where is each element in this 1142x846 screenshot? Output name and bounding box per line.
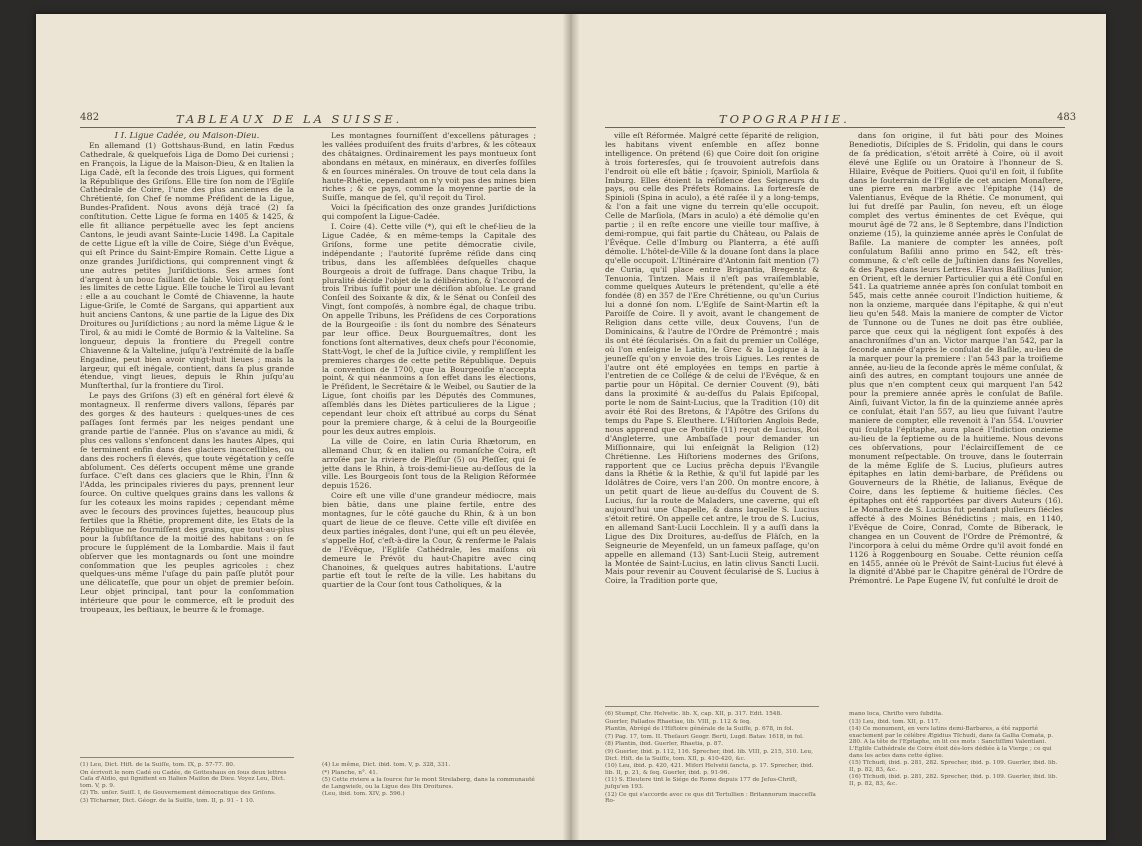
footnote-rule (80, 757, 294, 758)
footnotes-left-2 (322, 762, 536, 799)
footnote: (11) S. Eleutere tint le Siége de Rome depuis 177 de Jeſus-Chriſt, juſqu'en 193. (605, 777, 798, 790)
paragraph: Les montagnes fourniſſent d'excellens pâturages ; les vallées produiſent des fruits d'arbres, & les côteaux des châtaignes. Ordinairement les pays montueux ſont abondans en métaux, en minéraux, en diverſes foſſiles & en ſources minérales. On trouve de tout cela dans la haute-Rhétie, cependant on n'y voit pas des mines bien riches ; & ce pays, comme la moyenne partie de la Suiſſe, manque de ſel, qu'il reçoit du Tirol. (322, 131, 536, 203)
section-title: I I. Ligue Cadée, ou Maison-Dieu. (114, 131, 260, 141)
footnote: (1) Leu, Dict. Hiſt. de la Suiſſe, tom. IX, p. 57-77. 80. (80, 762, 235, 768)
paragraph: I. Coire (4). Cette ville (*), qui eſt le chef-lieu de la Ligue Cadée, & en même-temps la Capitale des Griſons, forme une petite démocratie civile, indépendante ; l'autorité ſuprême réſide dans cinq tribus, dans les aſſemblées deſquelles chaque Bourgeois a droit de ſuffrage. Dans chaque Tribu, la pluralité décide l'objet de la délibération, & l'accord de trois Tribus ſuffit pour une déciſion abſolue. Le grand Conſeil des Soixante & dix, & le Sénat ou Conſeil des Vingt, ſont compoſés, à nombre égal, de chaque tribu. On appelle Tribuns, les Préſidens de ces Corporations de la Bourgeoiſie : ils ſont du nombre des Sénateurs par leur office. Deux Bourguemaîtres, dont les fonctions ſont alternatives, deux chefs pour l'économie, Statt-Vogt, le chef de la Juſtice civile, y rempliſſent les premieres charges de cette petite République. Depuis la convention de 1700, que la Bourgeoiſie n'accepta point, & qui néanmoins a ſon effet dans les élections, le Préſident, le Secrétaire & le Weibel, ou Sautier de la Ligue, ſont choiſis par les Députés des Communes, aſſemblés dans les Diètes particulieres de la Ligue ; cependant leur choix eſt attribué au corps du Sénat pour la premiere charge, & à celui de la Bourgeoiſie pour les deux autres emplois. (322, 222, 536, 436)
footnote: (2) Tb. unſer. Suiſſ. I, de Gouvernement démocratique des Griſons. (80, 790, 276, 797)
page-number: 483 (1057, 112, 1077, 123)
paragraph: ville eſt Réformée. Malgré cette ſéparité de religion, les habitans vivent enſemble en aſſez bonne intelligence. On prétend (6) que Coire doit ſon origine à trois forteresſes, qui ſe trouvoient autrefois dans l'endroit où elle eſt bâtie ; ſçavoir, Spinioli, Marſiola & Imburg. Elles étoient la réſidence des Seigneurs du pays, ou celle des Préfets Romains. La forteresſe de Spinioli (Spina in aculo), a été raſée il y a long-temps, & l'on a fait une vigne du terrein qu'elle occupoit. Celle de Marſiola, (Mars in aculo) a été démolie qu'en partie ; il en reſte encore une vieille tour maſſive, à demi-rompue, qui fait partie du Château, ou Palais de l'Évêque. Celle d'Imburg ou Planterra, a été auſſi démolie. L'hôtel-de-Ville & la douane ſont dans la place qu'elle occupoit. L'Itinéraire d'Antonin fait mention (7) de Curia, qu'il place entre Brigantia, Bregentz & Tenuonia, Tintzen. Mais il n'eſt pas vraiſemblable, comme quelques Auteurs le prétendent, qu'elle a été fondée (8) en 357 de l'Ere Chrétienne, ou qu'un Curius lui a donné ſon nom. L'Egliſe de Saint-Martin eſt la Paroiſſe de Coire. Il y avoit, avant le changement de Religion dans cette ville, deux Couvens, l'un de Dominicains, & l'autre de l'Ordre de Prémontré ; mais ils ont été ſécularisés. On a fait du premier un Collége, où l'on enſeigne le Latin, le Grec & la Logique à la jeuneſſe qu'on y envoie des trois Ligues. Les rentes de l'autre ont été employées en temps en partie à l'entretien de ce Collége & de celui de l'Evêque, & en partie pour un Hôpital. Ce dernier Couvent (9), bâti dans la proximité & au-deſſus du Palais Epiſcopal, porte le nom de Saint-Lucius, que la Tradition (10) dit avoir été Roi des Bretons, & l'Apôtre des Griſons du temps du Pape S. Eleuthere. L'Hiſtorien Anglois Bede, nous apprend que ce Pontife (11) reçut de Lucius, Roi d'Angleterre, une Ambaſſade pour demander un Miſſionnaire, qui lui enſeignât la Religion (12) Chrétienne. Les Hiſtoriens modernes des Griſons, rapportent que ce Lucius prêcha depuis l'Evangile dans la Rhétie & la Rethie, & qu'il fut lapidé par les Idolâtres de Coire, vers l'an 200. On montre encore, à un petit quart de lieue au-deſſus du Couvent de S. Lucius, ſur la route de Maladers, une caverne, qui eſt aujourd'hui une Chapelle, & dans laquelle S. Lucius s'étoit retiré. On appelle cet antre, le trou de S. Lucius, en allemand Sant-Lucii Locchlein. Il y a auſſi dans la Ligue des Dix Droitures, au-deſſus de Fläſch, en la Seigneurie de Meyenfeld, un un fameux paſſage, qu'on appelle en allemand (13) Sant-Lucii Steig, autrement la Montée de Saint-Lucius, en latin clivus Sancti Lucii. Mais pour revenir au Couvent ſécularisé de S. Lucius à Coire, la Tradition porte que, (605, 131, 819, 586)
paragraph: Le pays des Griſons (3) eſt en général fort élevé & montagneux. Il renferme divers vallons, ſéparés par des gorges & des hauteurs : quelques-unes de ces paſſages ſont fermés par les neiges pendant une grande partie de l'année. Plus on s'avance au midi, & plus ces vallons s'enfoncent dans les hautes Alpes, qui ſe terminent enfin dans des glaciers inacceſſibles, ou dans des rochers ſi élevés, que toute végétation y ceſſe abſolument. Ces déſerts occupent même une grande ſurface. C'eſt dans ces glaciers que le Rhin, l'Inn & l'Adda, les principales rivieres du pays, prennent leur ſource. On cultive quelques grains dans les vallons & ſur les coteaux les moins rapides ; cependant même avec le ſecours des provinces ſujettes, beaucoup plus fertiles que la Rhétie, proprement dite, les Etats de la République ne fourniſſent des grains, que tout-au-plus pour la ſubſiſtance de la moitié des habitans : on ſe procure le ſupplément de la Lombardie. Mais il faut obſerver que les montagnards ou ſont une moindre conſommation que les peuples agricoles : chez quelques-uns même l'uſage du pain paſſe plutôt pour une délicateſſe, que pour un objet de premier beſoin. Leur objet principal, tant pour la conſommation intérieure que pour le commerce, eſt le produit des troupeaux, les beſtiaux, le beurre & le fromage. (80, 391, 294, 615)
footnotes-right-2 (849, 711, 1063, 789)
footnote: (7) Pag. 17, tom. II. Theſauri Geogr. Berti, Lugd. Batav. 1618, in fol. (605, 733, 804, 740)
footnote: (9) Guerler, ibid. p. 112, 116. Sprecher, ibid. lib. VIII, p. 215, 310. Leu, Dict. Hiſt. de la Suiſſe, tom. XII, p. 410-420, &c. (605, 748, 813, 762)
footnote: (14) Ce monument, en vers latins demi-Barbares, a été rapporté exactement par le célébre Ægidius Tſchudi, dans ſa Gallia Comata, p. 280. A la tête de l'Epitaphe, on lit ces mots : Sanctiſſimi Valentiani. L'Egliſe Cathédrale de Coire étoit dès-lors dédiée à la Vierge ; ce qui dans les actes dans cette église. (849, 726, 1054, 759)
footnote: (3) Tſcharner, Dict. Géogr. de la Suiſſe, tom. II, p. 91 - 1 10. (80, 797, 255, 804)
footnote: mano loca, Chriſto vero ſubdita. (849, 711, 943, 717)
right-page (579, 14, 1106, 840)
footnotes-right-1 (605, 711, 819, 806)
paragraph: En allemand (1) Gottshaus-Bund, en latin Fœdus Cathedrale, & quelquefois Liga de Domo Dei curiensi ; en François, la Ligue de la Maison-Dieu, & en Italien la Liga Cadè, eſt la ſeconde des trois Ligues, qui forment la République des Griſons. Elle tire ſon nom de l'Egliſe Cathédrale de Coire, l'une des plus anciennes de la Chrétienté, ſon Chef ſe nomme Préſident de la Ligue, Bundes-Praſident. Nous avons déjà tracé (2) ſa conſtitution. Cette Ligue ſe forma en 1405 & 1425, & elle fit alliance perpétuelle avec les ſept anciens Cantons, le jeudi avant Sainte-Lucie 1498. La Capitale de cette Ligue eſt la ville de Coire, Siége d'un Évêque, qui eſt Prince du Saint-Empire Romain. Cette Ligue a onze grandes Juriſdictions, qui comprennent vingt & une autres petites Juriſdictions. Ses armes ſont d'argent à un bouc faillant de ſable. Voici quelles ſont les limites de cette Ligue. Elle touche le Tirol au levant : elle a au couchant le Comté de Chiavenne, la haute Ligue-Griſe, le Comté de Sargans, qui appartient aux huit anciens Cantons, & une partie de la Ligue des Dix Droitures ou Juriſdictions ; au nord la même Ligue & le Tirol, & au midi le Comté de Bormio & la Valteline. Sa longueur, depuis la frontiere du Pregell contre Chiavenne & la Valteline, juſqu'à l'extrémité de la baſſe Engadine, peut bien avoir vingt-huit lieues ; mais la largeur, qui eſt inégale, contient, dans ſa plus grande étendue, vingt lieues, depuis le Rhin juſqu'au Munſterthal, ſur la frontiere du Tirol. (80, 140, 294, 391)
paragraph: dans ſon origine, il fut bâti pour des Moines Benediotis, Diſciples de S. Fridolin, qui dans le cours de ſa prédication, s'étoit arrêté à Coire, où il avoit élevé une Egliſe ou un Oratoire à l'honneur de S. Hilaire, Evêque de Poitiers. Quoi qu'il en ſoit, il ſubſite dans le ſouterrain de l'Egliſe de cet ancien Monaſtere, une pierre en marbre avec l'épitaphe (14) de Valentianus, Evêque de la Rhétie. Ce monument, qui lui fut dreſſé par Paulin, ſon neveu, eſt un éloge complet des vertus éminentes de cet Evêque, qui mourut âgé de 72 ans, le 8 Septembre, dans l'Indiction onzieme (15), la quinzieme année après le Conſulat de Baſile. La maniere de compter les années, poſt conſulatum Baſilii anno primo en 542, eſt très-commune, & c'eſt celle de Juſtinien dans ſes Novelles, & des Papes dans leurs Lettres. Flavius Baſilius Junior, en Orient, eſt le dernier Particulier qui a été Conſul en 541. La quatrieme année après ſon conſulat tomboit en 545, mais cette année couroit l'Indiction huitieme, & non la onzieme, marquée dans l'épitaphe, & qui n'eut lieu qu'en 548. Mais la maniere de compter de Victor de Tunnone ou de Tunes ne doit pas être oubliée, parce que ceux qui la négligent ſont expoſés à des anachroniſmes d'un an. Victor marque l'an 542, par la ſeconde année d'après le conſulat de Baſile, au-lieu de la marquer pour la premiere : l'an 543 par la troiſieme année, au-lieu de la ſeconde après le même conſulat, & ainſi des autres, en comptant toujours une année de plus que n'en comptent ceux qui marquent l'an 542 pour la premiere année après le conſulat de Baſile. Ainſi, ſuivant Victor, la fin de la quinzieme année après ce conſulat, était l'an 557, au lieu que ſuivant l'autre maniere de compter, elle revenoit à l'an 554. L'ouvrier qui ſculpta l'épitaphe, aura placé l'Indiction onzieme au-lieu de la ſeptieme ou de la huitieme. Nous devons ces obſervations, pour l'éclairciſſement de ce monument reſpectable. On trouve, dans le ſouterrain de la même Egliſe de S. Lucius, pluſieurs autres épitaphes en latin demi-barbare, de Préſidens ou Gouverneurs de la Rhétie, de Ialianus, Evêque de Coire, dans les ſeptieme & huitieme ſiécles. Ces épitaphes ont été rapportées par divers Auteurs (16). Le Monaſtere de S. Lucius fut pendant pluſieurs ſiécles affecté à des Moines Bénédictins ; mais, en 1140, l'Evêque de Coire, Conrad, Comte de Biberack, le changea en un Couvent de l'Ordre de Prémontré, & l'incorpora à celui du même Ordre qu'il avoit fondé en 1126 à Roggenbourg en Souabe. Cette réunion ceſſa en 1455, année où le Prévôt de Saint-Lucius fut élevé à la dignité d'Abbé par le Chapitre général de l'Ordre de Prémontré. Le Pape Eugene IV, fut conſulté le droit de (849, 131, 1063, 586)
footnote: (5) Cette riviere a la ſource ſur le mont Strelaberg, dans la communauté de Langwieſe, ou la Ligue des Dix Droitures. (322, 777, 535, 790)
header-rule (80, 127, 536, 128)
right-column-1 (605, 132, 819, 587)
footnote: On écrivoit le nom Cadé ou Cadée, de Gotteshaus on ſous deux lettres Caſa d'Aldio, qui ſignifient en Italien Maiſon de Dieu. Voyez Leu, Dict. tom. V, p. 9. (80, 769, 287, 789)
book-gutter (563, 14, 579, 840)
left-page (36, 14, 563, 840)
right-column-2 (849, 132, 1063, 587)
footnote: (16) Tſchudi, ibid. p. 281, 282. Sprecher, ibid. p. 109. Guerler, ibid. lib. II, p. 82, 83, &c. (849, 774, 1058, 787)
footnotes-left-1 (80, 762, 294, 806)
paragraph: Coire eſt une ville d'une grandeur médiocre, mais bien bâtie, dans une plaine fertile, entre des montagnes, ſur le côté gauche du Rhin, & à un bon quart de lieue de ce fleuve. Cette ville eſt diviſée en deux parties inégales, dont l'une, qui eſt un peu élevée, s'appelle Hof, c'eſt-à-dire la Cour, & renferme le Palais de l'Evêque, l'Egliſe Cathédrale, les maiſons où demeure le Prévôt du haut-Chapitre avec cinq Chanoines, & quelques autres habitations. L'autre partie eſt tout le reſte de la ville. Les habitans du quartier de la Cour ſont tous Catholiques, & la (322, 491, 536, 590)
footnote-rule (605, 706, 819, 707)
footnote: (*) Planche, n°. 41. (322, 769, 378, 776)
footnote: (6) Stumpf, Chr. Helvetic. lib. X, cap. XII, p. 317. Edit. 1548. (605, 711, 783, 717)
left-column-2 (322, 132, 536, 591)
running-head: TABLEAUX DE LA SUISSE. (176, 112, 403, 126)
footnote: Plantin, Abrégé de l'Hiſtoire générale de la Suiſſe, p. 678, in fol. (605, 726, 794, 733)
running-head: TOPOGRAPHIE. (719, 112, 850, 126)
footnote: (Leu, ibid. tom. XIV, p. 596.) (322, 791, 405, 798)
footnote: (13) Leu, ibid. tom. XII, p. 117. (849, 718, 940, 725)
footnote: (12) Ce qui s'accorde avec ce que dit Tertullien : Britannorum inacceſſa Ro- (605, 791, 816, 805)
footnote: (10) Leu, ibid. p. 420, 421. Miſeri Helvetii ſancta, p. 17. Sprecher, ibid. lib. II, p. 21, & ſeq. Guerler, ibid. p. 91-96. (605, 763, 814, 776)
paragraph: La ville de Coire, en latin Curia Rhætorum, en allemand Chur, & en italien ou romanſche Coira, eſt arroſée par la riviere de Pleſſur (5) ou Pleſſer, qui ſe jette dans le Rhin, à trois-demi-lieue au-deſſous de la ville. Les Bourgeois ſont tous de la Religion Réformée depuis 1526. (322, 436, 536, 491)
paragraph: Voici la ſpécification des onze grandes Juriſdictions qui compoſent la Ligue-Cadée. (322, 203, 536, 222)
footnote: (15) Tſchudi, ibid. p. 281, 282. Sprecher, ibid. p. 109. Guerler, ibid. lib. II, p. 82, 83, &c. (849, 760, 1058, 773)
footnote: Guerler, Pallados Rhaetiae, lib. VIII, p. 112 & ſeq. (605, 718, 751, 725)
footnote: (4) Le même, Dict. ibid. tom. V, p. 328, 331. (322, 762, 451, 768)
left-column-1 (80, 132, 294, 616)
book-spread (36, 14, 1106, 840)
header-rule (605, 127, 1065, 128)
page-number: 482 (80, 112, 100, 123)
footnote: (8) Plantin, ibid. Guerler, Rhaetia, p. 87. (605, 741, 724, 748)
